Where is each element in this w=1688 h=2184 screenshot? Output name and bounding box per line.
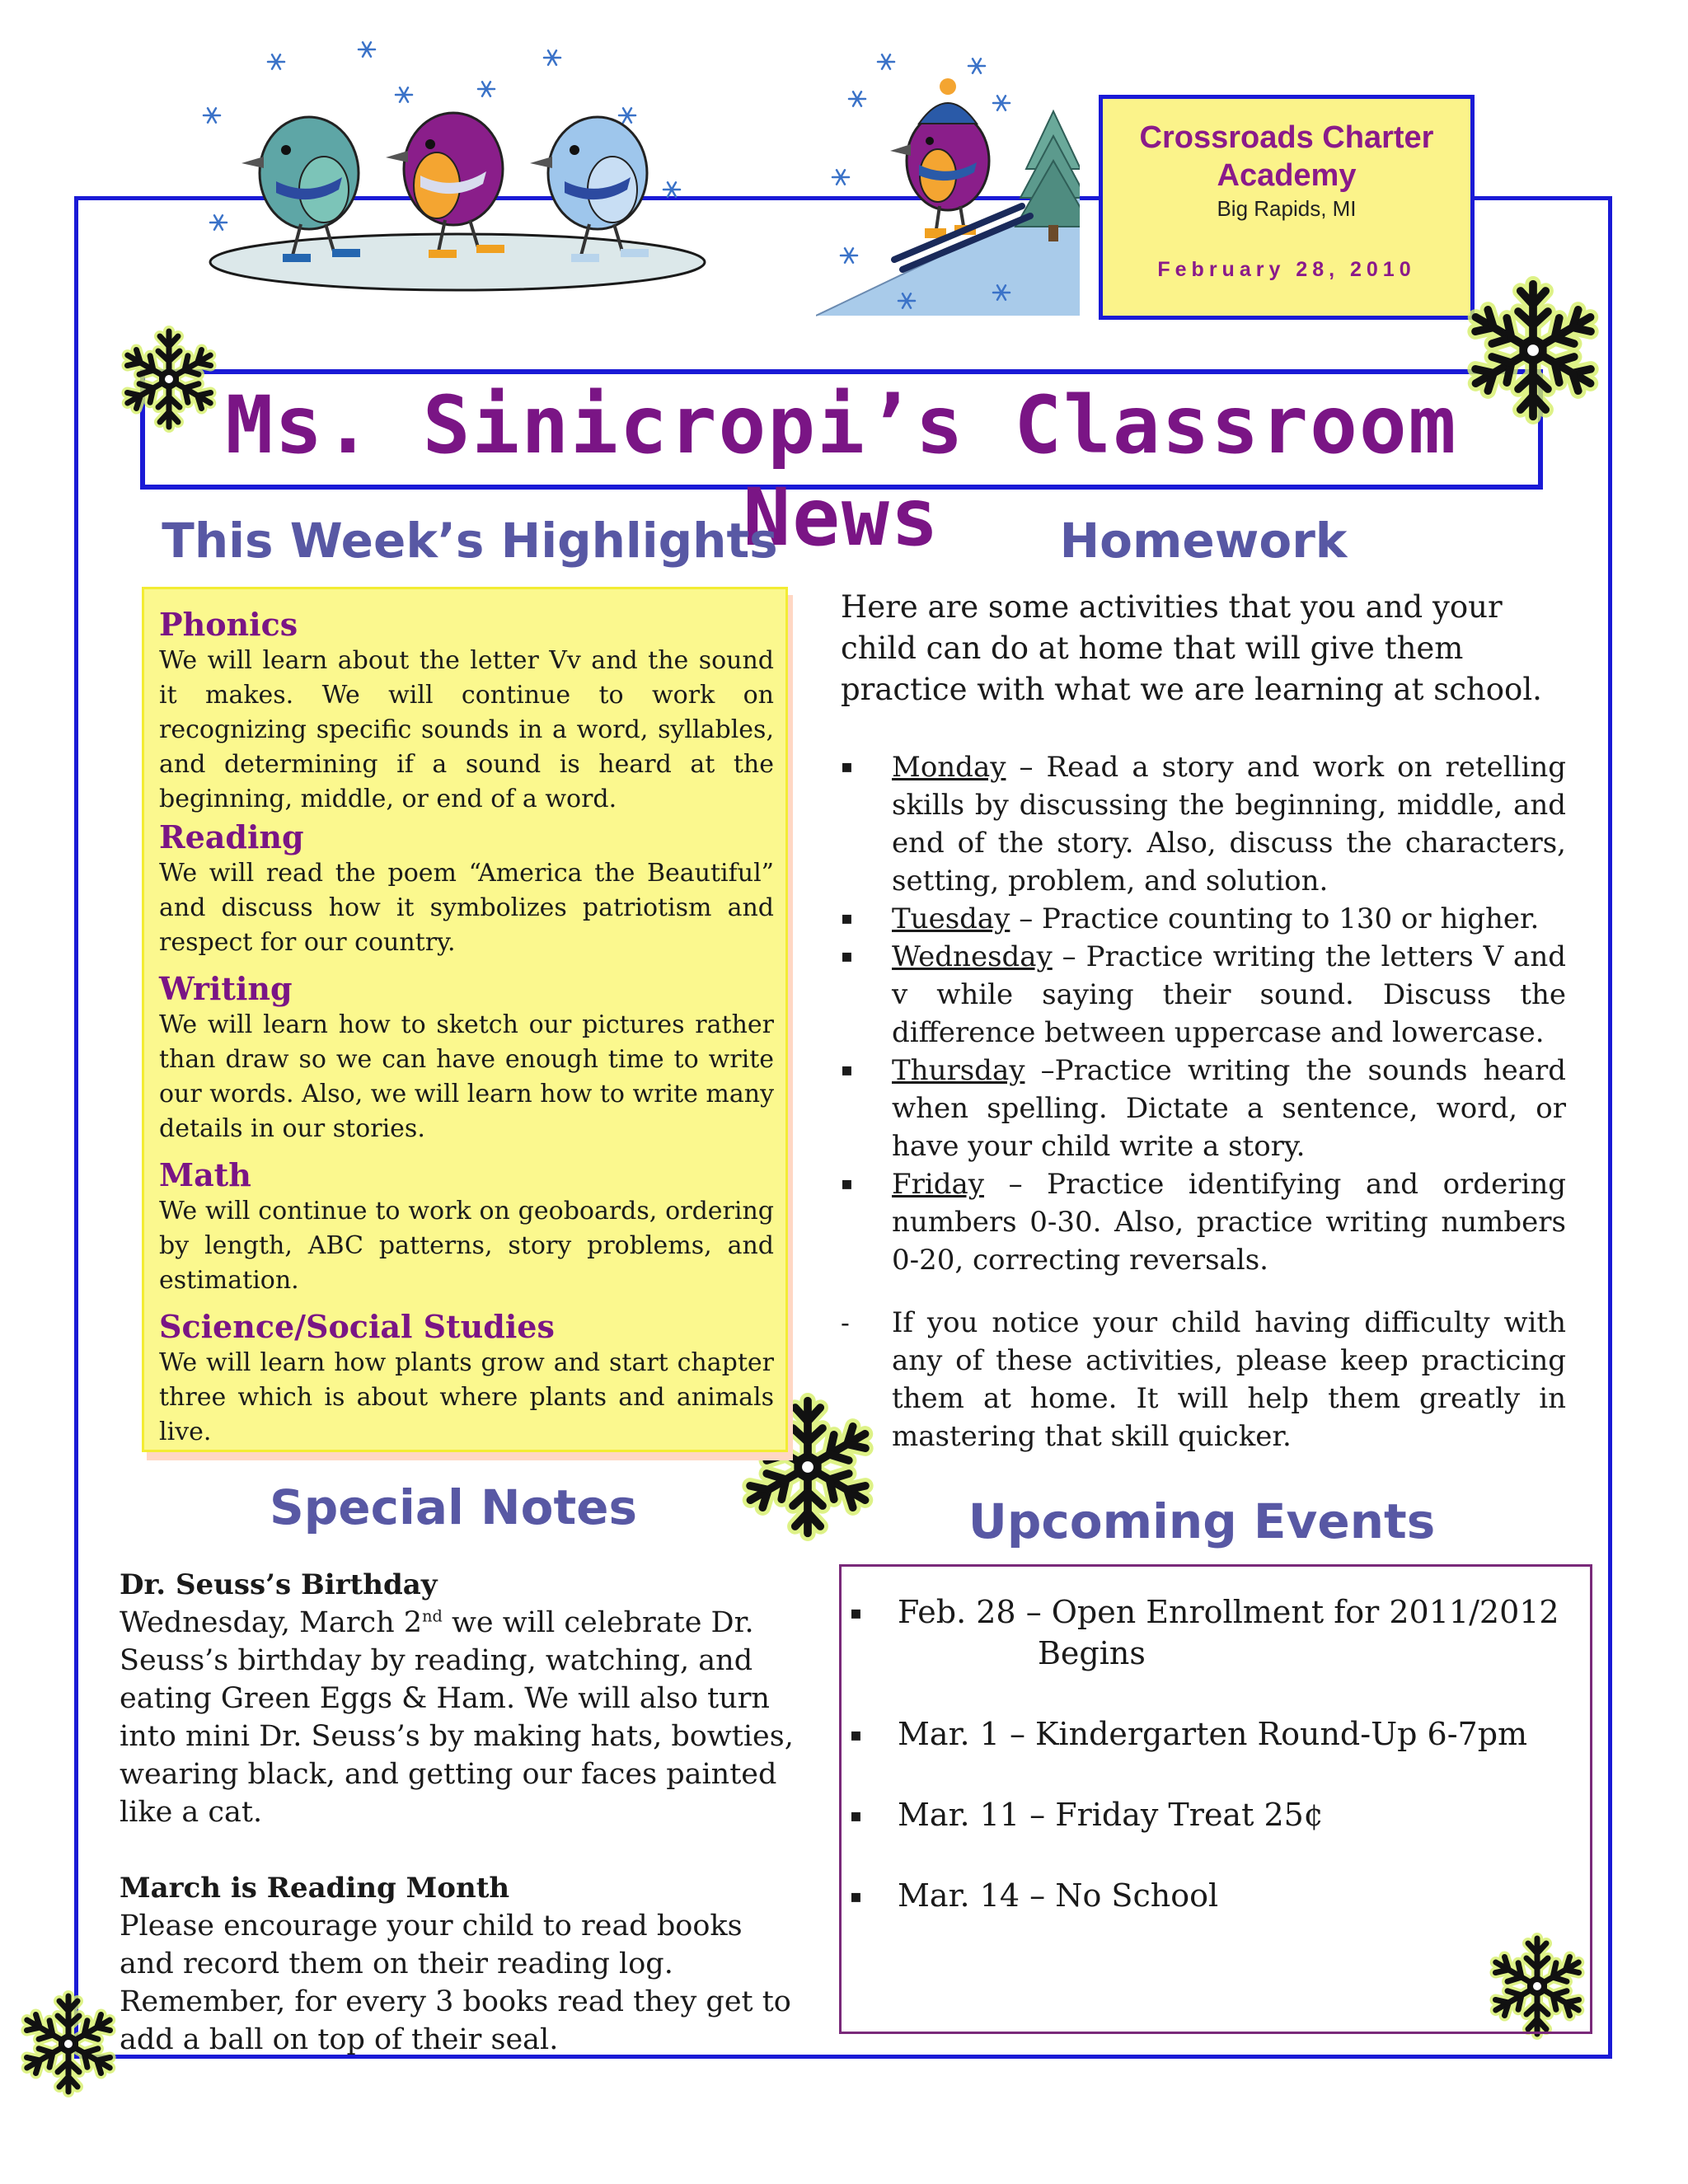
list-item [850, 1875, 1582, 1916]
skating-birds-illustration [194, 33, 721, 297]
special-notes [120, 1566, 804, 2059]
events-box [839, 1564, 1592, 2034]
dash-marker: - [841, 1307, 850, 1338]
homework-day: Thursday [892, 1054, 1025, 1087]
bullet-icon: ▪ [850, 1603, 862, 1624]
homework-text: –Practice writing the sounds heard when spelling. Dictate a sentence, word, or have your child write a story. [892, 1054, 1566, 1163]
school-city: Big Rapids, MI [1217, 196, 1357, 221]
highlight-body-science: We will learn how plants grow and start chapter three which is about where plants and animals live. [159, 1348, 774, 1446]
pine-tree-icon [1015, 111, 1080, 241]
note-body-lead: Wednesday, March 2 [120, 1606, 423, 1639]
bullet-icon: ▪ [841, 757, 853, 777]
event-text-continued: Begins [1038, 1635, 1146, 1671]
homework-text: – Practice identifying and ordering numbers 0-30. Also, practice writing numbers 0-20, correcting reversals. [892, 1168, 1566, 1277]
highlight-title-math: Math [159, 1156, 251, 1193]
school-name: Crossroads Charter Academy [1139, 120, 1434, 193]
ordinal-suffix: nd [422, 1606, 443, 1626]
homework-day: Tuesday [892, 902, 1010, 935]
highlight-body-writing: We will learn how to sketch our pictures rather than draw so we can have enough time to write our words. Also, we will learn how to write many details in our stories. [159, 1010, 775, 1143]
homework-day: Monday [892, 751, 1006, 784]
note-body-rest: we will celebrate Dr. Seuss’s birthday by reading, watching, and eating Green Eggs & Ham. We will also turn into mini Dr. Seuss’s by making hats, bowties, wearing black, and getting our faces painted like a cat. [120, 1606, 794, 1829]
homework-text: – Practice counting to 130 or higher. [1010, 902, 1540, 935]
bullet-icon: ▪ [841, 908, 853, 929]
event-text: Mar. 11 – Friday Treat 25¢ [898, 1797, 1324, 1833]
highlight-title-writing: Writing [159, 970, 293, 1007]
snowflake-icon [15, 1990, 122, 2097]
list-item [850, 1591, 1582, 1674]
newsletter-date: February 28, 2010 [1157, 258, 1416, 281]
highlight-body-math: We will continue to work on geoboards, ordering by length, ABC patterns, story problems, and estimation. [159, 1197, 774, 1295]
page-title: Ms. Sinicropi’s Classroom News [225, 379, 1458, 564]
note-title-birthday: Dr. Seuss’s Birthday [120, 1568, 438, 1601]
event-text: Mar. 14 – No School [898, 1877, 1219, 1914]
highlight-body-reading: We will read the poem “America the Beautiful” and discuss how it symbolizes patriotism and respect for our country. [159, 859, 774, 957]
highlight-body-phonics: We will learn about the letter Vv and the sound it makes. We will continue to work on recognizing specific sounds in a word, syllables, and determining if a sound is heard at the beginning, middle, or end of a word. [159, 646, 774, 813]
note-body-birthday [120, 1604, 804, 1831]
homework-note-text: If you notice your child having difficulty with any of these activities, please keep practicing them at home. It will help them greatly in mastering that skill quicker. [892, 1306, 1566, 1453]
skiing-bird-illustration [816, 45, 1080, 317]
homework-day: Friday [892, 1168, 984, 1201]
homework-text: – Practice writing the letters V and v while saying their sound. Discuss the difference between uppercase and lowercase. [892, 940, 1566, 1049]
bullet-icon: ▪ [850, 1806, 862, 1826]
list-item [841, 1052, 1566, 1165]
snowflake-icon [115, 326, 223, 433]
homework-day: Wednesday [892, 940, 1053, 973]
homework-text: – Read a story and work on retelling skills by discussing the beginning, middle, and end of the story. Also, discuss the characters, setting, problem, and solution. [892, 751, 1566, 898]
special-notes-heading: Special Notes [269, 1479, 638, 1535]
bullet-icon: ▪ [841, 1174, 853, 1194]
list-item [841, 748, 1566, 900]
list-item [841, 1165, 1566, 1279]
bullet-icon: ▪ [841, 1060, 853, 1080]
list-item [850, 1794, 1582, 1835]
note-title-reading: March is Reading Month [120, 1872, 510, 1905]
highlight-title-phonics: Phonics [159, 606, 298, 643]
list-item [850, 1713, 1582, 1755]
highlight-title-reading: Reading [159, 818, 304, 855]
bullet-icon: ▪ [841, 946, 853, 967]
homework-heading: Homework [1059, 513, 1348, 569]
note-body-reading: Please encourage your child to read books and record them on their reading log. Remember, for every 3 books read they get to add a ball on top of their seal. [120, 1910, 791, 2056]
event-text: Feb. 28 – Open Enrollment for 2011/2012 [898, 1594, 1559, 1630]
events-heading: Upcoming Events [968, 1493, 1436, 1549]
bullet-icon: ▪ [850, 1725, 862, 1746]
highlight-title-science: Science/Social Studies [159, 1308, 555, 1345]
homework-intro: Here are some activities that you and your child can do at home that will give them practice with what we are learning at school. [841, 589, 1542, 707]
homework-note [841, 1304, 1566, 1455]
homework-list [841, 748, 1566, 1455]
highlights-heading: This Week’s Highlights [162, 513, 778, 569]
snowflake-icon [1459, 276, 1607, 424]
list-item [841, 900, 1566, 938]
event-text: Mar. 1 – Kindergarten Round-Up 6-7pm [898, 1716, 1528, 1752]
list-item [841, 938, 1566, 1052]
highlights-box [142, 587, 788, 1452]
bullet-icon: ▪ [850, 1886, 862, 1907]
school-info-box [1099, 95, 1475, 320]
